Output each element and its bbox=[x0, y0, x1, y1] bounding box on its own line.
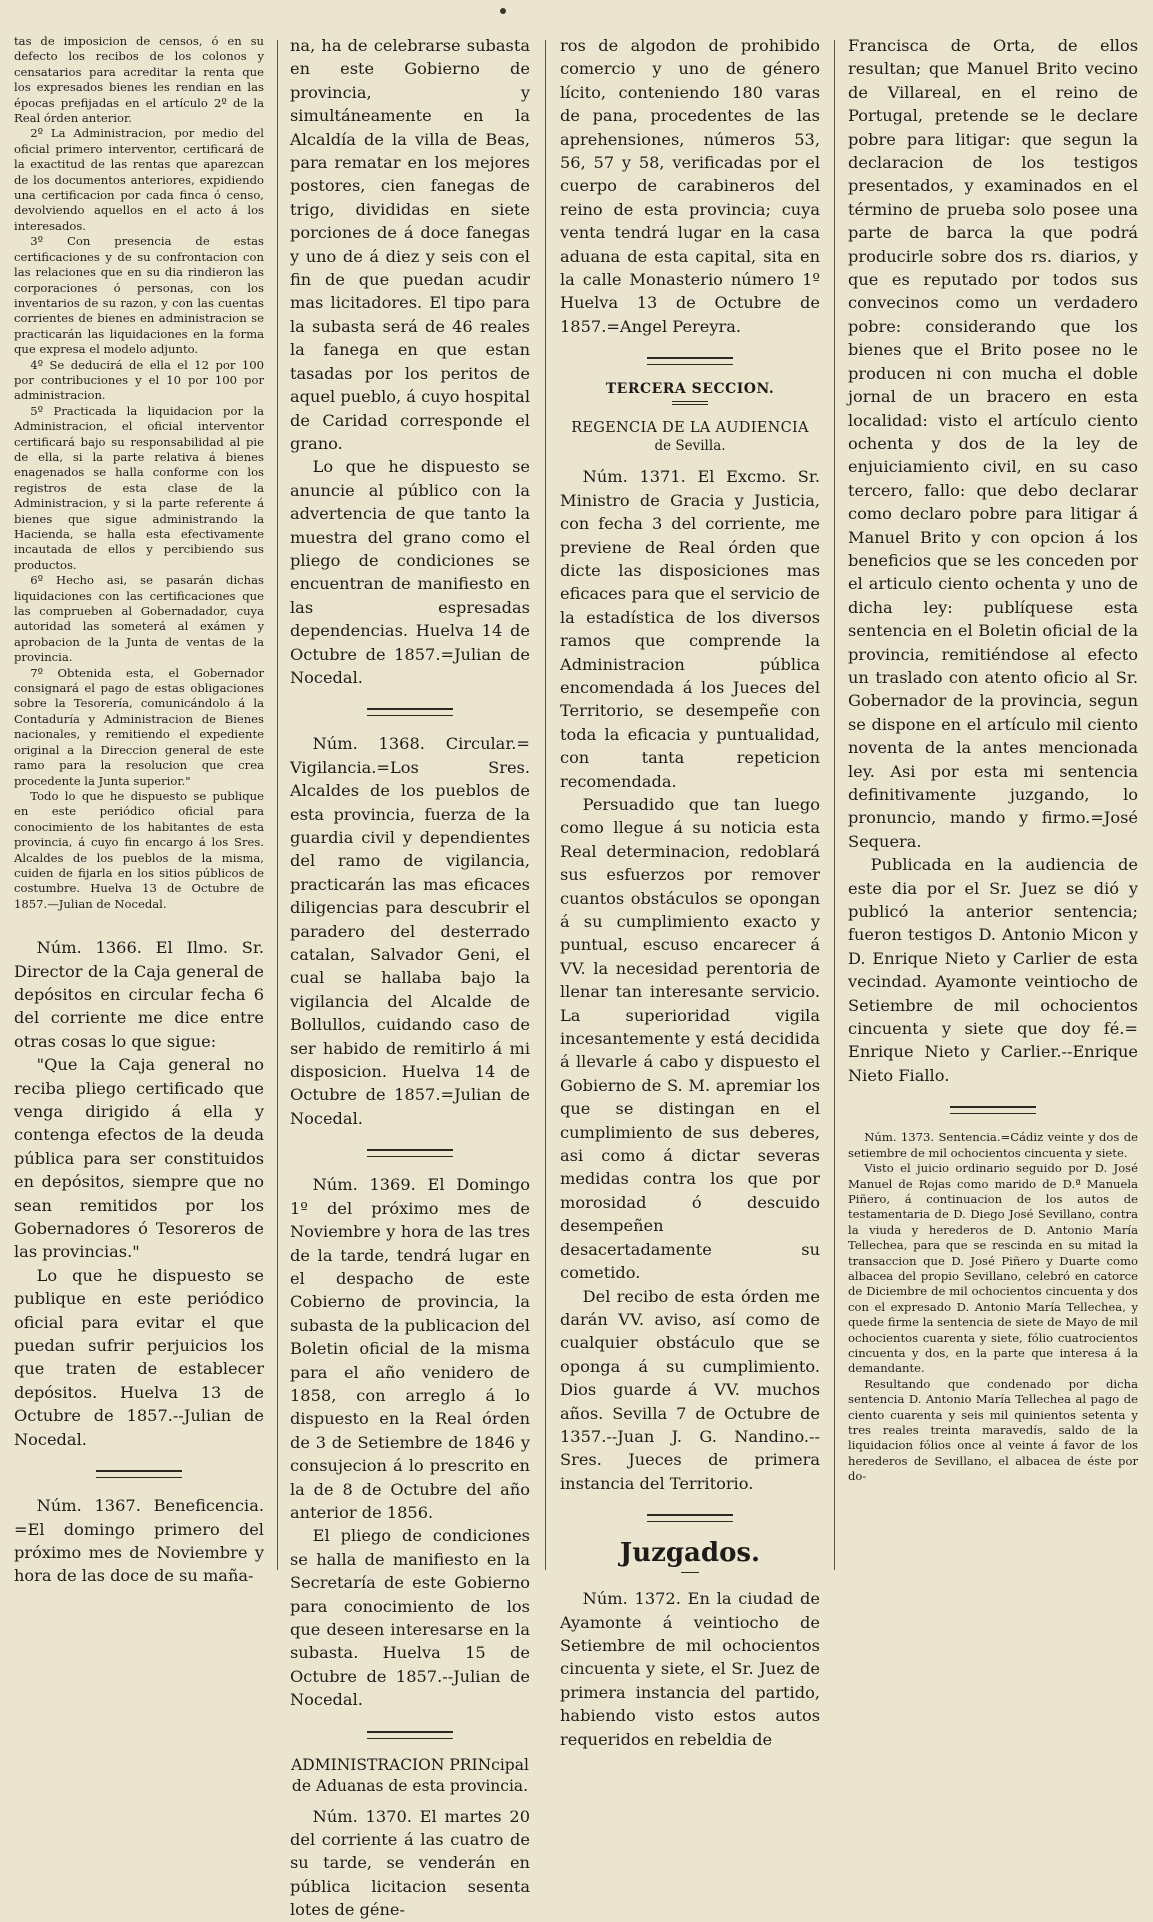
paragraph: ros de algodon de prohibido comercio y uno de género lícito, conteniendo 180 varas de pana, procedentes de las aprehensiones, números 53, 56, 57 y 58, verificadas por el cuerpo de carabineros del reino de esta provincia; cuya venta tendrá lugar en la casa aduana de esta capital, sita en la calle Monasterio número 1º Huelva 13 de Octubre de 1857.=Angel Pereyra. bbox=[560, 36, 820, 336]
notice-1368: Núm. 1368. Circular.= Vigilancia.=Los Sres. Alcaldes de los pueblos de esta provincia, fuerza de la guardia civil y dependientes del ramo de vigilancia, practicarán las mas eficaces diligencias para descubrir el paradero del desterrado catalan, Salvador Geni, el cual se hallaba bajo la vigilancia del Alcalde de Bollullos, cuidando caso de ser habido de remitirlo á mi disposicion. Huelva 14 de Octubre de 1857.=Julian de Nocedal. bbox=[290, 734, 530, 1128]
heading-sevilla: de Sevilla. bbox=[654, 438, 726, 455]
paragraph: Persuadido que tan luego como llegue á su noticia esta Real determinacion, redoblará sus esfuerzos por remover cuantos obstáculos se opongan á su cumplimiento exacto y puntual, escuso encarecer á VV. la necesidad perentoria de llenar tan interesante servicio. La superioridad vigila incesantemente y está decidida á llevarle á cabo y dispuesto el Gobierno de S. M. apremiar los que se distingan en el cumplimiento de sus deberes, asi como á dictar severas medidas contra los que por morosidad ó descuido desempeñen desacertadamente su cometido. bbox=[560, 794, 820, 1283]
paragraph: Visto el juicio ordinario seguido por D. José Manuel de Rojas como marido de D.ª Manuela Piñero, á continuacion de los autos de testamentaria de D. Diego José Sevillano, contra la viuda y herederos de D. Antonio María Tellechea, para que se rescinda en su mitad la transaccion que D. José Piñero y Duarte como albacea del propio Sevillano, celebró en catorce de Diciembre de mil ochocientos cincuenta y dos con el expresado D. Antonio María Tellechea, y quede firme la sentencia de siete de Mayo de mil ochocientos cuarenta y siete, fólio cuatrocientos cincuenta y dos, en la parte que interesa á la demandante. bbox=[848, 1161, 1138, 1376]
notice-1371: Núm. 1371. El Excmo. Sr. Ministro de Gracia y Justicia, con fecha 3 del corriente, me previene de Real órden que dicte las disposiciones mas eficaces para que el servicio de la estadística de los diversos ramos que comprende la Administracion pública encomendada á los Jueces del Territorio, se desempeñe con toda la eficacia y puntualidad, con tanta repeticion recomendada. bbox=[560, 467, 820, 791]
column-3 bbox=[560, 34, 820, 1749]
column-4 bbox=[848, 34, 1138, 1594]
paragraph: Francisca de Orta, de ellos resultan; que Manuel Brito vecino de Villareal, en el reino de Portugal, pretende se le declare pobre para litigar: que segun la declaracion de los testigos presentados, y examinados en el término de prueba solo posee una parte de barca la que podrá producirle sobre dos rs. diarios, y que es reputado por todos sus convecinos como un verdadero pobre: considerando que los bienes que el Brito posee no le producen ni con mucha el doble jornal de un bracero en esta localidad: visto el artículo ciento ochenta y dos de la ley de enjuiciamiento civil, en su caso tercero, fallo: que debo declarar como declaro pobre para litigar á Manuel Brito y con opcion á los beneficios que se les conceden por el articulo ciento ochenta y uno de dicha ley: publíquese esta sentencia en el Boletin oficial de la provincia, remitiéndose al efecto un traslado con atento oficio al Sr. Gobernador de la provincia, segun se dispone en el artículo mil ciento noventa de la antes mencionada ley. Asi por esta mi sentencia definitivamente juzgando, lo pronuncio, mando y firmo.=José Sequera. bbox=[848, 36, 1138, 851]
notice-1366: Núm. 1366. El Ilmo. Sr. Director de la Caja general de depósitos en circular fecha 6 del corriente me dice entre otras cosas lo que sigue: bbox=[14, 938, 264, 1051]
paragraph: 3º Con presencia de estas certificaciones y de su confrontacion con las relaciones que en su dia rindieron las corporaciones ó personas, con los inventarios de su razon, y con las cuentas corrientes de bienes en administracion se practicarán las liquidaciones en la forma que expresa el modelo adjunto. bbox=[14, 234, 264, 357]
notice-1373: Núm. 1373. Sentencia.=Cádiz veinte y dos de setiembre de mil ochocientos cincuenta y siete. bbox=[848, 1130, 1138, 1160]
section-title-juzgados: Juzgados. bbox=[619, 1538, 761, 1569]
ornament-divider bbox=[290, 701, 530, 720]
column-rule-3 bbox=[834, 40, 835, 1570]
notice-1367: Núm. 1367. Beneficencia. =El domingo primero del próximo mes de Noviembre y hora de las doce de su maña- bbox=[14, 1496, 264, 1586]
paragraph: "Que la Caja general no reciba pliego certificado que venga dirigido á ella y contenga efectos de la deuda pública para ser constituidos en depósitos, siempre que no sean remitidos por los Gobernadores ó Tesoreros de las provincias." bbox=[14, 1055, 264, 1262]
paragraph: 5º Practicada la liquidacion por la Administracion, el oficial interventor certificará bajo su responsabilidad al pie de ella, si la parte relativa á bienes enagenados se halla conforme con los registros de esta clase de la Administracion, y si la parte referente á bienes que sigue administrando la Hacienda, se halla esta efectivamente incautada de ellos y percibiendo sus productos. bbox=[14, 403, 264, 572]
paragraph: 2º La Administracion, por medio del oficial primero interventor, certificará de la exactitud de las rentas que aparezcan de los documentos anteriores, expidiendo una certificacion por cada finca ó censo, devolviendo aquellos en el acto á los interesados. bbox=[14, 126, 264, 233]
section-heading-tercera: TERCERA SECCION. bbox=[605, 381, 775, 398]
ornament-divider bbox=[290, 1724, 530, 1743]
paragraph: 4º Se deducirá de ella el 12 por 100 por contribuciones y el 10 por 100 por administracion. bbox=[14, 357, 264, 403]
notice-1369: Núm. 1369. El Domingo 1º del próximo mes de Noviembre y hora de las tres de la tarde, tendrá lugar en el despacho de este Cobierno de provincia, la subasta de la publicacion del Boletin oficial de la misma para el año venidero de 1858, con arreglo á lo dispuesto en la Real órden de 3 de Setiembre de 1846 y consujecion á lo prescrito en la de 8 de Octubre del año anterior de 1856. bbox=[290, 1175, 530, 1522]
notice-1372: Núm. 1372. En la ciudad de Ayamonte á veintiocho de Setiembre de mil ochocientos cincuenta y siete, el Sr. Juez de primera instancia del partido, habiendo visto estos autos requeridos en rebeldia de bbox=[560, 1589, 820, 1749]
title-rule bbox=[681, 1572, 699, 1573]
ink-dot bbox=[500, 8, 506, 14]
paragraph: 6º Hecho asi, se pasarán dichas liquidaciones con las certificaciones que las comprueben al Gobernadador, cuya autoridad las someterá al exámen y aprobacion de la Junta de ventas de la provincia. bbox=[14, 573, 264, 665]
ornament-divider bbox=[14, 1463, 264, 1482]
column-rule-1 bbox=[277, 40, 278, 1570]
paragraph: Del recibo de esta órden me darán VV. aviso, así como de cualquier obstáculo que se oponga á su cumplimiento. Dios guarde á VV. muchos años. Sevilla 7 de Octubre de 1357.--Juan J. G. Nandino.-- Sres. Jueces de primera instancia del Territorio. bbox=[560, 1286, 820, 1493]
notice-1370: Núm. 1370. El martes 20 del corriente á las cuatro de su tarde, se venderán en pública licitacion sesenta lotes de géne- bbox=[290, 1806, 530, 1920]
paragraph: Todo lo que he dispuesto se publique en este periódico oficial para conocimiento de los habitantes de esta provincia, á cuyo fin encargo á los Sres. Alcaldes de los pueblos de la misma, cuiden de fijarla en los sitios públicos de costumbre. Huelva 13 de Octubre de 1857.—Julian de Nocedal. bbox=[14, 788, 264, 911]
paragraph: na, ha de celebrarse subasta en este Gobierno de provincia, y simultáneamente en la Alcaldía de la villa de Beas, para rematar en los mejores postores, cien fanegas de trigo, divididas en siete porciones de á doce fanegas y uno de á diez y seis con el fin de que puedan acudir mas licitadores. El tipo para la subasta será de 46 reales la fanega en que estan tasadas por los peritos de aquel pueblo, á cuyo hospital de Caridad corresponde el grano. bbox=[290, 36, 530, 453]
paragraph: Resultando que condenado por dicha sentencia D. Antonio María Tellechea al pago de ciento cuarenta y seis mil quinientos setenta y tres reales treinta maravedís, saldo de la liquidacion fólios once al veinte á favor de los herederos de Sevillano, el albacea de éste por do- bbox=[848, 1376, 1138, 1484]
section-heading-aduanas: ADMINISTRACION PRINcipal de Aduanas de esta provincia. bbox=[291, 1755, 529, 1795]
paragraph: Lo que he dispuesto se anuncie al público con la advertencia de que tanto la muestra del grano como el pliego de condiciones se encuentran de manifiesto en las espresadas dependencias. Huelva 14 de Octubre de 1857.=Julian de Nocedal. bbox=[290, 457, 530, 687]
column-2 bbox=[290, 34, 530, 1920]
ornament-divider bbox=[560, 350, 820, 369]
paragraph: 7º Obtenida esta, el Gobernador consignará el pago de estas obligaciones sobre la Tesorería, comunicándolo á la Contaduría y Administracion de Bienes nacionales, y remitiendo el expediente original a la Direccion general de este ramo para la resolucion que crea procedente la Junta superior." bbox=[14, 665, 264, 788]
ornament-divider bbox=[290, 1142, 530, 1161]
ornament-divider bbox=[560, 1507, 820, 1526]
paragraph: Publicada en la audiencia de este dia por el Sr. Juez se dió y publicó la anterior sentencia; fueron testigos D. Antonio Micon y D. Enrique Nieto y Carlier de esta vecindad. Ayamonte veintiocho de Setiembre de mil ochocientos cincuenta y siete que doy fé.= Enrique Nieto y Carlier.--Enrique Nieto Fiallo. bbox=[848, 855, 1138, 1085]
paragraph: Lo que he dispuesto se publique en este periódico oficial para evitar el que puedan sufrir perjuicios los que traten de establecer depósitos. Huelva 13 de Octubre de 1857.--Julian de Nocedal. bbox=[14, 1265, 264, 1449]
column-rule-2 bbox=[545, 40, 546, 1570]
ornament-divider bbox=[848, 1099, 1138, 1118]
heading-regencia: REGENCIA DE LA AUDIENCIA bbox=[571, 420, 809, 437]
paragraph: El pliego de condiciones se halla de manifiesto en la Secretaría de este Gobierno para conocimiento de los que deseen interesarse en la subasta. Huelva 15 de Octubre de 1857.--Julian de Nocedal. bbox=[290, 1526, 530, 1710]
paragraph: tas de imposicion de censos, ó en su defecto los recibos de los colonos y censatarios para acreditar la renta que los expresados bienes les rendian en las épocas prefijadas en el artículo 2º de la Real órden anterior. bbox=[14, 34, 264, 126]
heading-rule bbox=[672, 401, 708, 405]
column-1 bbox=[14, 34, 264, 1594]
